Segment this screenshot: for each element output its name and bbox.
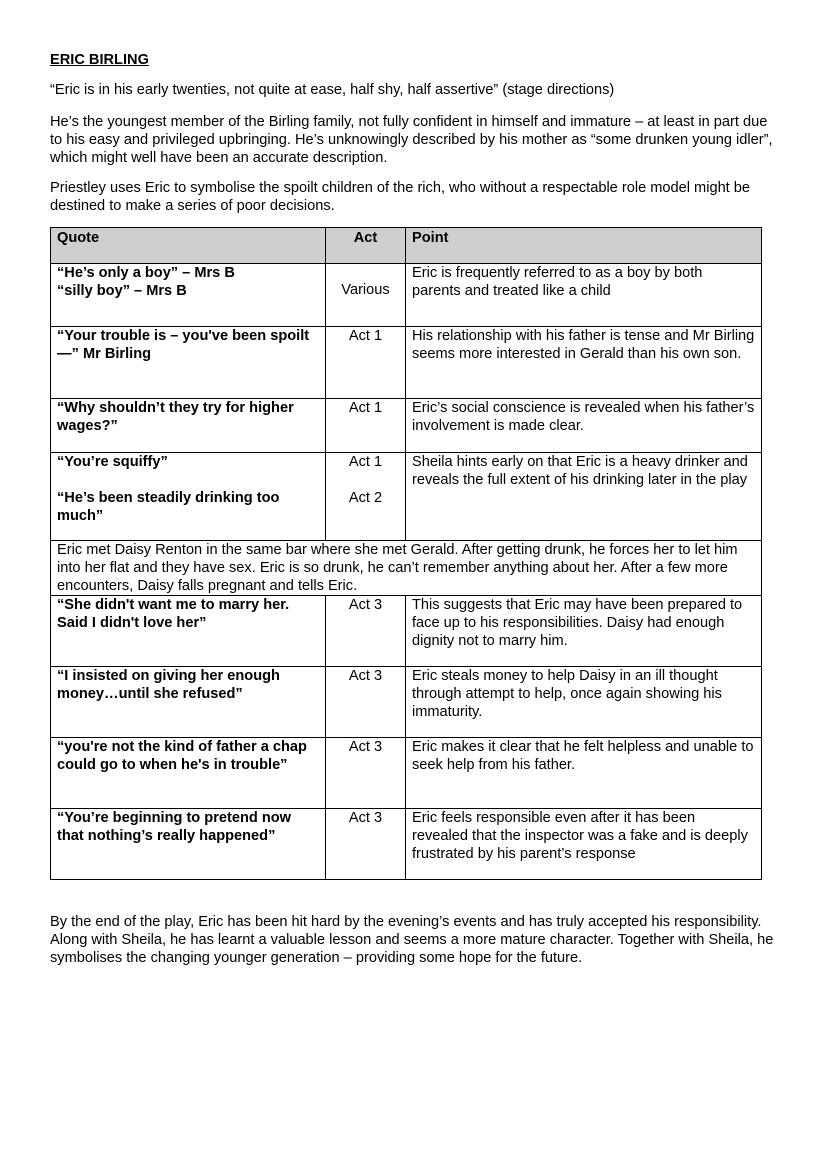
page-title: ERIC BIRLING <box>50 52 149 68</box>
table-row <box>51 264 762 327</box>
table-row <box>51 809 762 880</box>
stage-direction-quote: “Eric is in his early twenties, not quite at ease, half shy, half assertive” (stage directions) <box>50 82 615 98</box>
point-cell: Eric feels responsible even after it has been revealed that the inspector was a fake and is deeply frustrated by his parent’s response <box>406 809 762 880</box>
point-cell: Eric is frequently referred to as a boy by both parents and treated like a child <box>406 264 762 327</box>
page-content <box>50 51 780 979</box>
act-line: Act 1 <box>348 454 383 470</box>
act-cell: Various <box>326 264 406 327</box>
point-cell: Eric’s social conscience is revealed when his father’s involvement is made clear. <box>406 399 762 453</box>
quote-cell: “Why shouldn’t they try for higher wages?” <box>51 399 326 453</box>
act-cell: Act 1 <box>326 327 406 399</box>
point-cell: This suggests that Eric may have been prepared to face up to his responsibilities. Daisy had enough dignity not to marry him. <box>406 596 762 667</box>
point-cell: His relationship with his father is tense and Mr Birling seems more interested in Gerald than his own son. <box>406 327 762 399</box>
point-cell: Sheila hints early on that Eric is a heavy drinker and reveals the full extent of his drinking later in the play <box>406 453 762 541</box>
table-header-row <box>51 228 762 264</box>
quote-cell <box>51 264 326 327</box>
symbolism-paragraph: Priestley uses Eric to symbolise the spoilt children of the rich, who without a respectable role model might be destined to make a series of poor decisions. <box>50 180 751 214</box>
quote-line: “He’s been steadily drinking too much” <box>57 490 280 524</box>
table-row <box>51 453 762 541</box>
quote-cell: “you're not the kind of father a chap could go to when he's in trouble” <box>51 738 326 809</box>
table-row <box>51 596 762 667</box>
act-cell: Act 1 <box>326 399 406 453</box>
closing-paragraph: By the end of the play, Eric has been hit hard by the evening’s events and has truly accepted his responsibility. Along with Sheila, he has learnt a valuable lesson and seems a more mature character. Together with Sheila, he symbolises the changing younger generation – providing some hope for the future. <box>50 914 774 966</box>
table-row <box>51 327 762 399</box>
quote-cell: “I insisted on giving her enough money…until she refused” <box>51 667 326 738</box>
act-cell: Act 3 <box>326 667 406 738</box>
quote-cell <box>51 453 326 541</box>
act-cell: Act 3 <box>326 596 406 667</box>
header-quote: Quote <box>51 228 326 264</box>
narrative-row <box>51 541 762 596</box>
table-row <box>51 738 762 809</box>
quote-cell: “Your trouble is – you've been spoilt—” Mr Birling <box>51 327 326 399</box>
quote-cell: “She didn't want me to marry her. Said I didn't love her” <box>51 596 326 667</box>
table-row <box>51 667 762 738</box>
point-cell: Eric makes it clear that he felt helpless and unable to seek help from his father. <box>406 738 762 809</box>
act-line: Act 2 <box>348 490 383 506</box>
quote-table <box>50 227 762 880</box>
act-cell: Act 3 <box>326 738 406 809</box>
header-act: Act <box>326 228 406 264</box>
intro-paragraph: He’s the youngest member of the Birling family, not fully confident in himself and immature – at least in part due to his easy and privileged upbringing. He’s unknowingly described by his mother as “some drunken young idler”, which might well have been an accurate description. <box>50 114 773 166</box>
act-cell: Act 3 <box>326 809 406 880</box>
narrative-cell: Eric met Daisy Renton in the same bar where she met Gerald. After getting drunk, he forces her to let him into her flat and they have sex. Eric is so drunk, he can’t remember anything about her. After a few more encounters, Daisy falls pregnant and tells Eric. <box>51 541 762 596</box>
quote-line: “silly boy” – Mrs B <box>57 283 187 299</box>
header-point: Point <box>406 228 762 264</box>
quote-line: “He’s only a boy” – Mrs B <box>57 265 235 281</box>
act-cell <box>326 453 406 541</box>
quote-line: “You’re squiffy” <box>57 454 168 470</box>
point-cell: Eric steals money to help Daisy in an ill thought through attempt to help, once again showing his immaturity. <box>406 667 762 738</box>
table-row <box>51 399 762 453</box>
quote-cell: “You’re beginning to pretend now that nothing’s really happened” <box>51 809 326 880</box>
